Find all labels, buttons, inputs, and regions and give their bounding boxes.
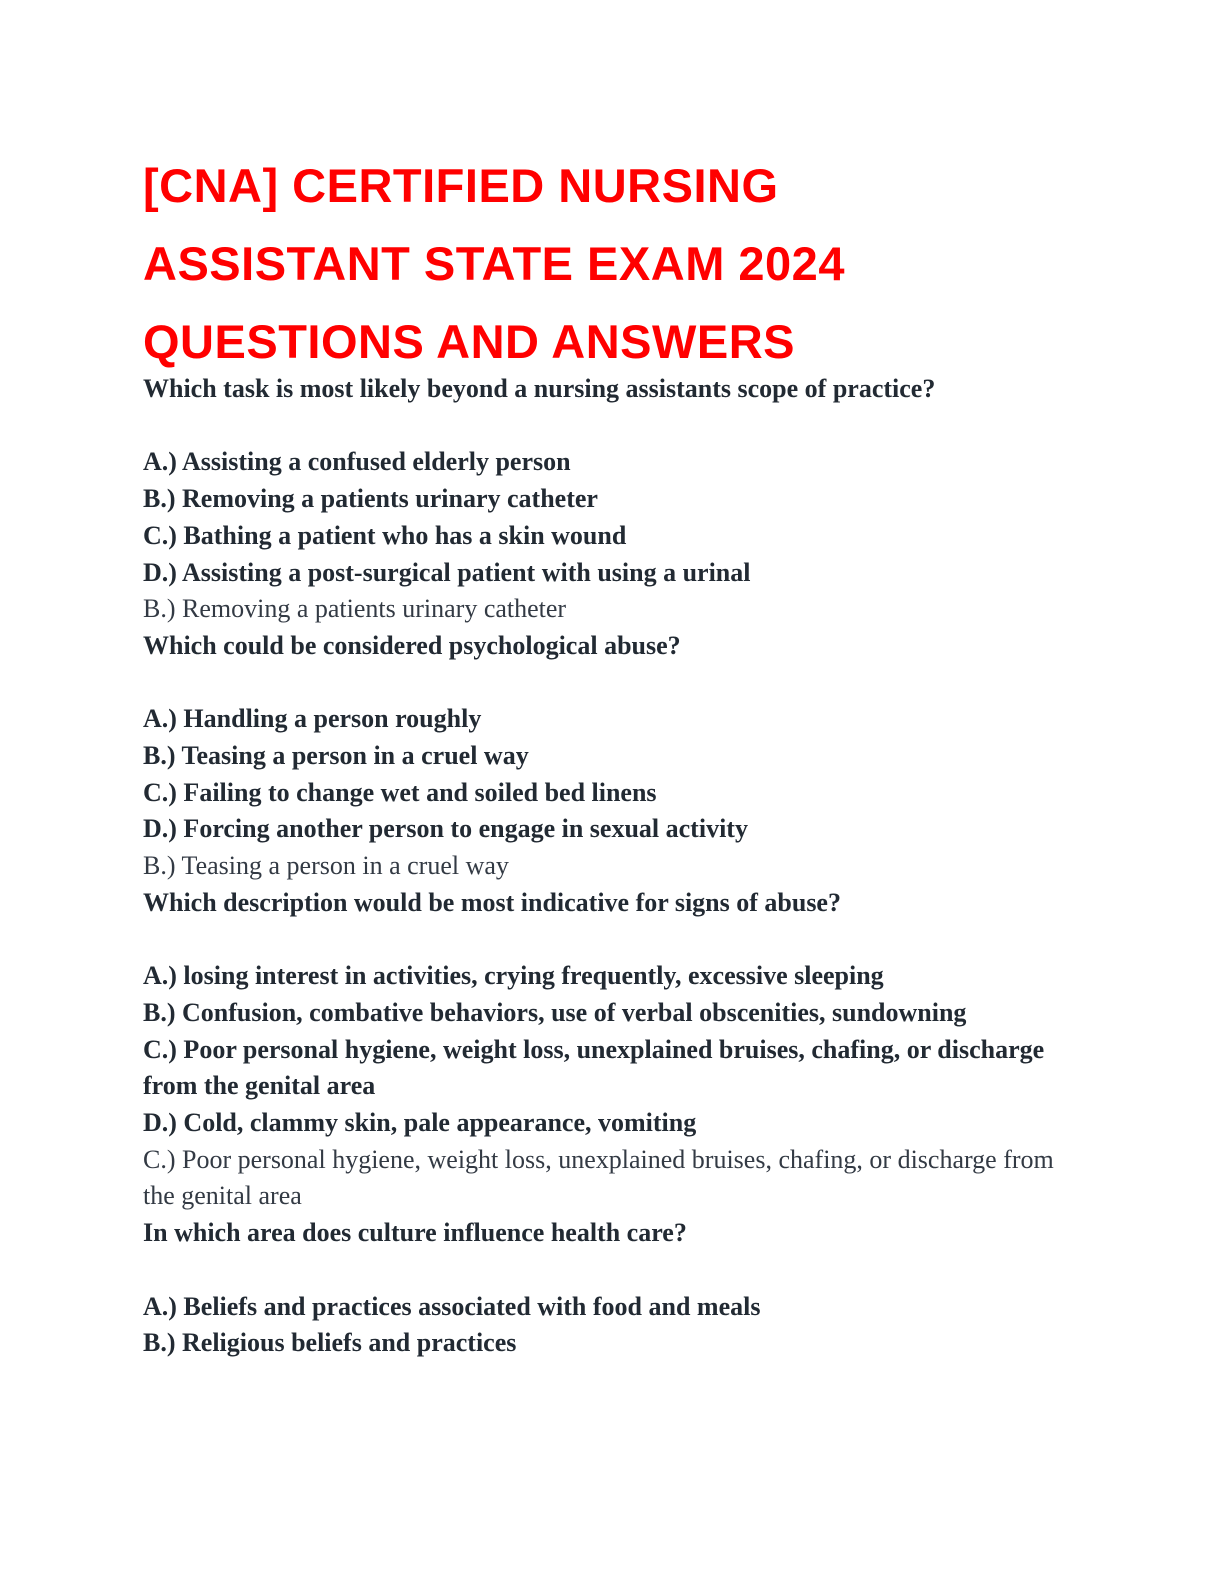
answer-option: C.) Bathing a patient who has a skin wound [143,520,627,550]
document-title [143,147,1103,381]
spacer [143,665,1083,702]
answer-option: D.) Cold, clammy skin, pale appearance, vomiting [143,1108,697,1138]
question-text: In which area does culture influence health care? [143,1218,687,1248]
title-line: ASSISTANT STATE EXAM 2024 [143,237,845,290]
answer-option: A.) Handling a person roughly [143,704,482,734]
question-item [143,371,1083,628]
answer-option: C.) Failing to change wet and soiled bed linens [143,777,657,807]
correct-answer: B.) Teasing a person in a cruel way [143,851,509,881]
spacer [143,408,1083,445]
spacer [143,922,1083,959]
question-text: Which description would be most indicative for signs of abuse? [143,887,841,917]
spacer [143,1252,1083,1289]
answer-option: A.) Beliefs and practices associated with food and meals [143,1291,761,1321]
answer-option: D.) Assisting a post-surgical patient with using a urinal [143,557,751,587]
question-list [143,371,1083,1362]
correct-answer: B.) Removing a patients urinary catheter [143,594,567,624]
answer-option: C.) Poor personal hygiene, weight loss, unexplained bruises, chafing, or discharge from the genital area [143,1034,1045,1101]
correct-answer: C.) Poor personal hygiene, weight loss, unexplained bruises, chafing, or discharge from the genital area [143,1144,1054,1211]
title-line: [CNA] CERTIFIED NURSING [143,159,779,212]
title-line: QUESTIONS AND ANSWERS [143,315,795,368]
answer-option: B.) Removing a patients urinary catheter [143,484,598,514]
answer-option: B.) Confusion, combative behaviors, use of verbal obscenities, sundowning [143,997,967,1027]
answer-option: A.) Assisting a confused elderly person [143,447,571,477]
answer-option: B.) Religious beliefs and practices [143,1328,517,1358]
question-item [143,885,1083,1215]
answer-option: A.) losing interest in activities, crying frequently, excessive sleeping [143,961,884,991]
question-text: Which could be considered psychological abuse? [143,630,681,660]
answer-option: B.) Teasing a person in a cruel way [143,741,529,770]
answer-option: D.) Forcing another person to engage in sexual activity [143,814,748,844]
question-item [143,628,1083,885]
question-text: Which task is most likely beyond a nursing assistants scope of practice? [143,374,936,403]
question-item [143,1215,1083,1362]
